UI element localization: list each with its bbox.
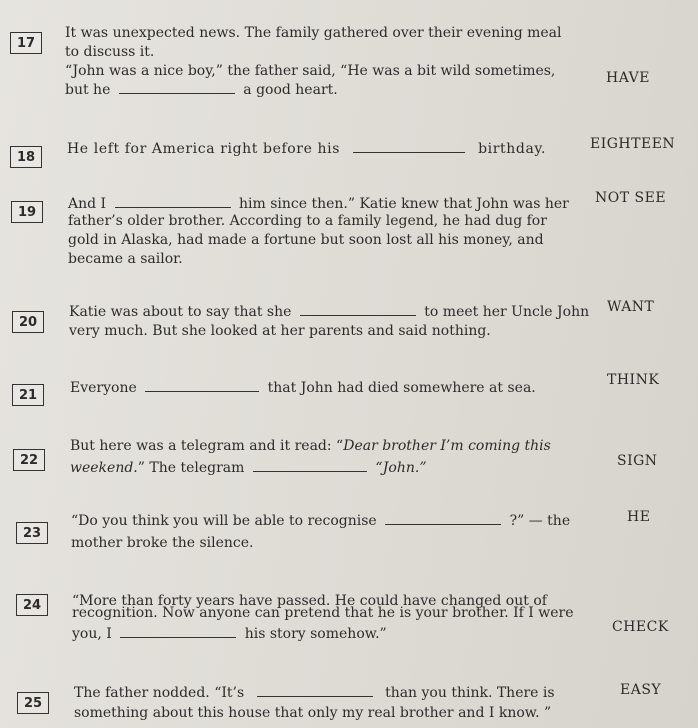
item-19-line-4: became a sailor.: [68, 251, 183, 267]
item-19-text-after-blank: him since then.” Katie knew that John was her: [238, 196, 569, 212]
item-18-line-1: [67, 140, 546, 158]
item-17-number: 17: [10, 32, 42, 54]
item-17-keyword: HAVE: [606, 70, 650, 86]
item-17-line-1: It was unexpected news. The family gathered over their evening meal: [65, 25, 562, 41]
item-19-answer-blank[interactable]: [115, 195, 231, 208]
item-24-line-1: “More than forty years have passed. He could have changed out of: [72, 593, 547, 609]
item-24-text-after-blank: his story somehow.”: [244, 626, 387, 642]
item-18-number: 18: [10, 146, 42, 168]
item-24-line-3: [72, 625, 387, 643]
item-17-line-3: “John was a nice boy,” the father said, “He was a bit wild sometimes,: [65, 63, 556, 79]
item-23-text-after-blank: ?” — the: [509, 513, 571, 529]
item-21-text-after-blank: that John had died somewhere at sea.: [267, 380, 536, 396]
item-17-text-before-blank: but he: [65, 82, 111, 98]
item-22-text-italic-1: Dear brother I’m coming this: [343, 438, 551, 454]
item-22-answer-blank[interactable]: [253, 459, 367, 472]
item-18-text-after-blank: birthday.: [478, 141, 547, 157]
item-21-text-before-blank: Everyone: [70, 380, 137, 396]
item-22-number: 22: [13, 449, 45, 471]
item-18-answer-blank[interactable]: [353, 140, 465, 153]
item-22-text-italic-2: weekend.: [70, 460, 138, 476]
item-20-number: 20: [12, 311, 44, 333]
item-25-number: 25: [17, 692, 49, 714]
item-17-line-4: [65, 81, 338, 99]
item-17-text-after-blank: a good heart.: [243, 82, 338, 98]
item-25-text-after-blank: than you think. There is: [385, 685, 555, 701]
item-21-number: 21: [12, 384, 44, 406]
item-25-line-2: something about this house that only my real brother and I know. ”: [74, 705, 552, 721]
item-21-keyword: THINK: [607, 372, 660, 388]
item-24-answer-blank[interactable]: [120, 625, 236, 638]
item-20-line-1: [69, 303, 589, 321]
item-23-answer-blank[interactable]: [385, 512, 501, 525]
item-23-number: 23: [16, 522, 48, 544]
item-24-text-before-blank: you, I: [72, 626, 112, 642]
item-23-keyword: HE: [627, 509, 651, 525]
item-19-number: 19: [11, 201, 43, 223]
item-20-text-before-blank: Katie was about to say that she: [69, 304, 292, 320]
item-23-line-1: [71, 512, 570, 530]
item-22-keyword: SIGN: [617, 453, 658, 469]
item-20-text-after-blank: to meet her Uncle John: [424, 304, 590, 320]
item-23-line-2: mother broke the silence.: [71, 535, 254, 551]
item-25-keyword: EASY: [620, 682, 662, 698]
item-18-keyword: EIGHTEEN: [590, 136, 676, 152]
item-17-line-2: to discuss it.: [65, 44, 155, 60]
item-20-answer-blank[interactable]: [300, 303, 416, 316]
item-21-answer-blank[interactable]: [145, 379, 259, 392]
item-22-text-after-blank: “John.”: [375, 460, 427, 476]
item-24-number: 24: [16, 594, 48, 616]
item-25-answer-blank[interactable]: [257, 684, 373, 697]
item-25-line-1: [74, 684, 555, 702]
item-21-line-1: [70, 379, 536, 397]
item-19-text-before-blank: And I: [68, 196, 107, 212]
item-24-line-2: recognition. Now anyone can pretend that he is your brother. If I were: [72, 605, 574, 621]
item-22-line-1: [70, 437, 551, 455]
item-22-text-1: But here was a telegram and it read: “: [70, 438, 344, 454]
item-24-keyword: CHECK: [612, 619, 669, 635]
item-19-line-1: [68, 195, 569, 213]
item-25-text-before-blank: The father nodded. “It’s: [74, 685, 245, 701]
item-20-line-2: very much. But she looked at her parents and said nothing.: [69, 323, 491, 339]
item-20-keyword: WANT: [607, 299, 655, 315]
item-22-line-2: [70, 459, 427, 477]
item-22-text-before-blank: ” The telegram: [137, 460, 245, 476]
item-19-line-2: father’s older brother. According to a family legend, he had dug for: [68, 213, 547, 229]
item-23-text-before-blank: “Do you think you will be able to recognise: [71, 513, 377, 529]
item-18-text-before-blank: He left for America right before his: [67, 141, 340, 157]
item-19-line-3: gold in Alaska, had made a fortune but soon lost all his money, and: [68, 232, 544, 248]
item-19-keyword: NOT SEE: [595, 190, 667, 206]
item-17-answer-blank[interactable]: [119, 81, 235, 94]
